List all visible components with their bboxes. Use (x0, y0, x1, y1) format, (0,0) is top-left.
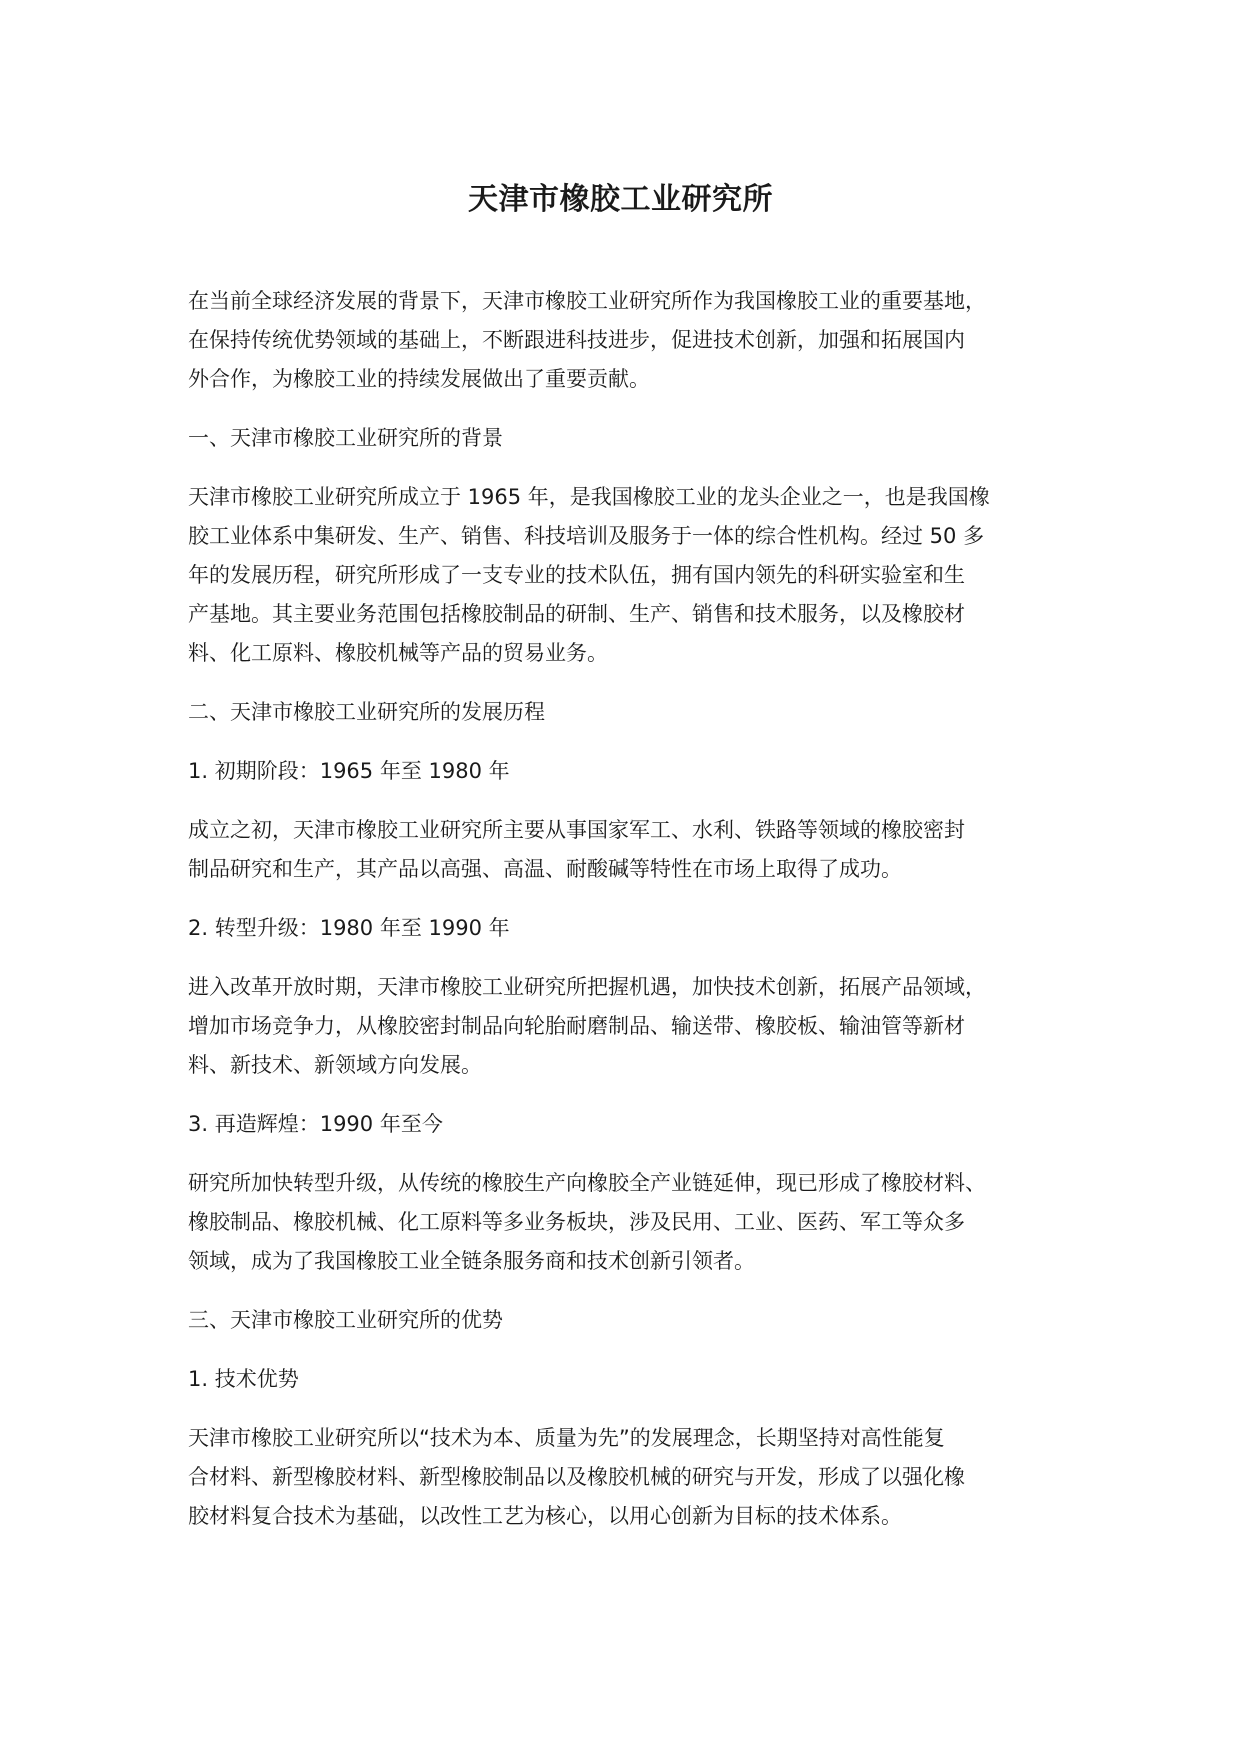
text-line: 成立之初，天津市橡胶工业研究所主要从事国家军工、水利、铁路等领域的橡胶密封 (188, 818, 965, 842)
text-line: 产基地。其主要业务范围包括橡胶制品的研制、生产、销售和技术服务，以及橡胶材 (188, 602, 965, 626)
text-line: 天津市橡胶工业研究所成立于 1965 年，是我国橡胶工业的龙头企业之一，也是我国橡 (188, 485, 990, 509)
intro-paragraph (188, 282, 1078, 399)
text-line: 年的发展历程，研究所形成了一支专业的技术队伍，拥有国内领先的科研实验室和生 (188, 563, 965, 587)
text-line: 制品研究和生产，其产品以高强、高温、耐酸碱等特性在市场上取得了成功。 (188, 857, 902, 881)
text-line: 在当前全球经济发展的背景下，天津市橡胶工业研究所作为我国橡胶工业的重要基地， (188, 289, 986, 313)
stage-1-paragraph (188, 811, 1078, 889)
subheading-stage-1: 1. 初期阶段：1965 年至 1980 年 (188, 759, 510, 783)
text-line: 料、化工原料、橡胶机械等产品的贸易业务。 (188, 641, 608, 665)
document-title: 天津市橡胶工业研究所 (468, 182, 773, 217)
background-paragraph (188, 478, 1078, 673)
text-line: 进入改革开放时期，天津市橡胶工业研究所把握机遇，加快技术创新，拓展产品领域， (188, 975, 986, 999)
stage-3-paragraph (188, 1164, 1078, 1281)
technical-advantage-paragraph (188, 1419, 1078, 1536)
text-line: 在保持传统优势领域的基础上，不断跟进科技进步，促进技术创新，加强和拓展国内 (188, 328, 965, 352)
text-line: 天津市橡胶工业研究所以“技术为本、质量为先”的发展理念，长期坚持对高性能复 (188, 1426, 945, 1450)
stage-2-paragraph (188, 968, 1078, 1085)
document-body (188, 282, 1078, 1556)
text-line: 领域，成为了我国橡胶工业全链条服务商和技术创新引领者。 (188, 1249, 755, 1273)
text-line: 研究所加快转型升级，从传统的橡胶生产向橡胶全产业链延伸，现已形成了橡胶材料、 (188, 1171, 986, 1195)
text-line: 增加市场竞争力，从橡胶密封制品向轮胎耐磨制品、输送带、橡胶板、输油管等新材 (188, 1014, 965, 1038)
section-heading-history: 二、天津市橡胶工业研究所的发展历程 (188, 700, 545, 724)
subheading-technical-advantage: 1. 技术优势 (188, 1367, 299, 1391)
text-line: 胶工业体系中集研发、生产、销售、科技培训及服务于一体的综合性机构。经过 50 多 (188, 524, 985, 548)
subheading-stage-2: 2. 转型升级：1980 年至 1990 年 (188, 916, 510, 940)
section-heading-background: 一、天津市橡胶工业研究所的背景 (188, 426, 503, 450)
text-line: 胶材料复合技术为基础，以改性工艺为核心，以用心创新为目标的技术体系。 (188, 1504, 902, 1528)
text-line: 料、新技术、新领域方向发展。 (188, 1053, 482, 1077)
subheading-stage-3: 3. 再造辉煌：1990 年至今 (188, 1112, 443, 1136)
text-line: 外合作，为橡胶工业的持续发展做出了重要贡献。 (188, 367, 650, 391)
text-line: 合材料、新型橡胶材料、新型橡胶制品以及橡胶机械的研究与开发，形成了以强化橡 (188, 1465, 965, 1489)
section-heading-advantages: 三、天津市橡胶工业研究所的优势 (188, 1308, 503, 1332)
text-line: 橡胶制品、橡胶机械、化工原料等多业务板块，涉及民用、工业、医药、军工等众多 (188, 1210, 965, 1234)
